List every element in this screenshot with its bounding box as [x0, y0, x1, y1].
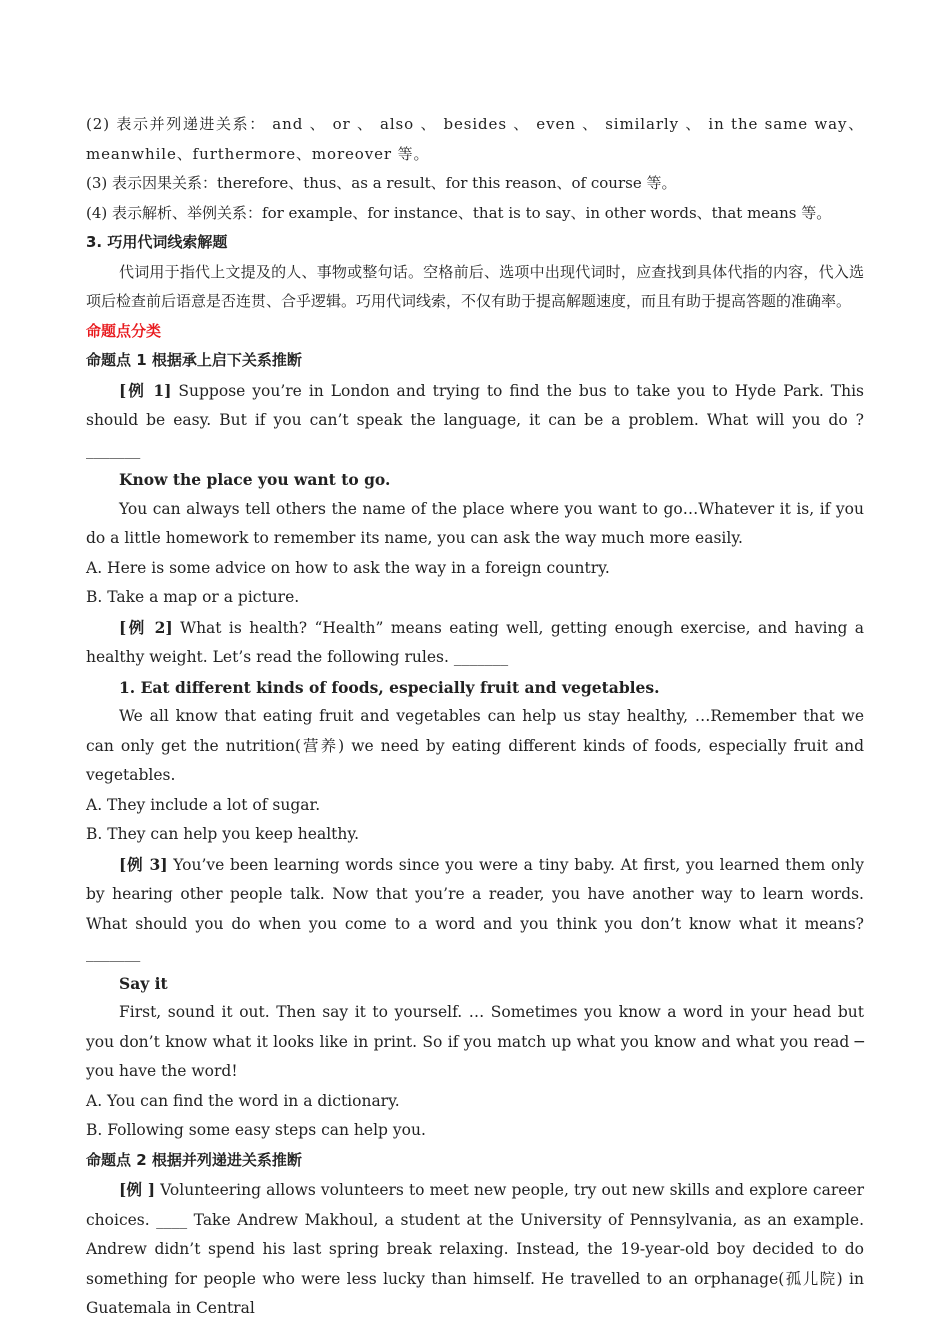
- example-1-question: [86, 376, 864, 466]
- example-2-heading: 1. Eat different kinds of foods, especially fruit and vegetables.: [119, 677, 660, 697]
- example-1-option-a: A. Here is some advice on how to ask the way in a foreign country.: [86, 558, 610, 577]
- example-1-label: [例 1]: [119, 380, 172, 400]
- example-3-text: You’ve been learning words since you were a tiny baby. At first, you learned them only by hearing other people talk. Now that you’re a reader, you have another way to learn words. What should you do when you come to a word and you think you don’t know what it means? _______: [86, 855, 864, 962]
- example-3-option-b: B. Following some easy steps can help you.: [86, 1121, 426, 1139]
- example-4-label: [例 ]: [119, 1180, 156, 1199]
- example-2-label: [例 2]: [119, 617, 173, 637]
- example-3-question: [86, 850, 864, 969]
- example-2-option-b: B. They can help you keep healthy.: [86, 825, 359, 843]
- example-1-heading: Know the place you want to go.: [119, 470, 391, 489]
- example-1-option-b: B. Take a map or a picture.: [86, 588, 300, 606]
- point-1-heading: 命题点 1 根据承上启下关系推断: [86, 351, 302, 369]
- point-2-heading: 命题点 2 根据并列递进关系推断: [86, 1150, 302, 1169]
- example-3-option-a: A. You can find the word in a dictionary.: [86, 1091, 400, 1110]
- relation-item-4: (4) 表示解析、举例关系：for example、for instance、that is to say、in other words、that means 等。: [86, 203, 832, 222]
- example-2-question: [86, 613, 864, 673]
- section-3-paragraph: 代词用于指代上文提及的人、事物或整句话。空格前后、选项中出现代词时，应查找到具体代指的内容，代入选项后检查前后语意是否连贯、合乎逻辑。巧用代词线索，不仅有助于提高解题速度，而且有助于提高答题的准确率。: [86, 262, 864, 310]
- example-1-body: You can always tell others the name of the place where you want to go…Whatever it is, if you do a little homework to remember its name, you can ask the way much more easily.: [86, 499, 864, 547]
- document-body: [86, 110, 864, 1324]
- example-1-text: Suppose you’re in London and trying to find the bus to take you to Hyde Park. This should be easy. But if you can’t speak the language, it can be a problem. What will you do ? _______: [86, 381, 864, 459]
- example-2-text: What is health? “Health” means eating well, getting enough exercise, and having a healthy weight. Let’s read the following rules. _______: [86, 618, 864, 666]
- example-4-text: Volunteering allows volunteers to meet new people, try out new skills and explore career choices. ____ Take Andrew Makhoul, a student at the University of Pennsylvania, as an example. Andrew didn’t spend his last spring break relaxing. Instead, the 19-year-old boy decided to do something for people who were less lucky than himself. He travelled to an orphanage(孤儿院) in Guatemala in Central: [86, 1181, 864, 1317]
- example-2-body: We all know that eating fruit and vegetables can help us stay healthy, …Remember that we can only get the nutrition(营养) we need by eating different kinds of foods, especially fruit and vegetables.: [86, 707, 864, 784]
- section-heading-3: 3. 巧用代词线索解题: [86, 233, 228, 251]
- classification-title: 命题点分类: [86, 321, 162, 340]
- example-2-option-a: A. They include a lot of sugar.: [86, 795, 321, 814]
- example-3-heading: Say it: [119, 973, 168, 993]
- example-4-question: [86, 1175, 864, 1324]
- relation-item-3: (3) 表示因果关系：therefore、thus、as a result、for this reason、of course 等。: [86, 174, 677, 192]
- example-3-body: First, sound it out. Then say it to yourself. … Sometimes you know a word in your head but you don’t know what it looks like in print. So if you match up what you know and what you read ─ you have the word!: [86, 1003, 864, 1080]
- example-3-label: [例 3]: [119, 854, 168, 874]
- relation-item-2: (2) 表示并列递进关系： and 、 or 、 also 、 besides 、 even 、 similarly 、 in the same way、meanwhile、furthermore、moreover 等。: [86, 115, 864, 163]
